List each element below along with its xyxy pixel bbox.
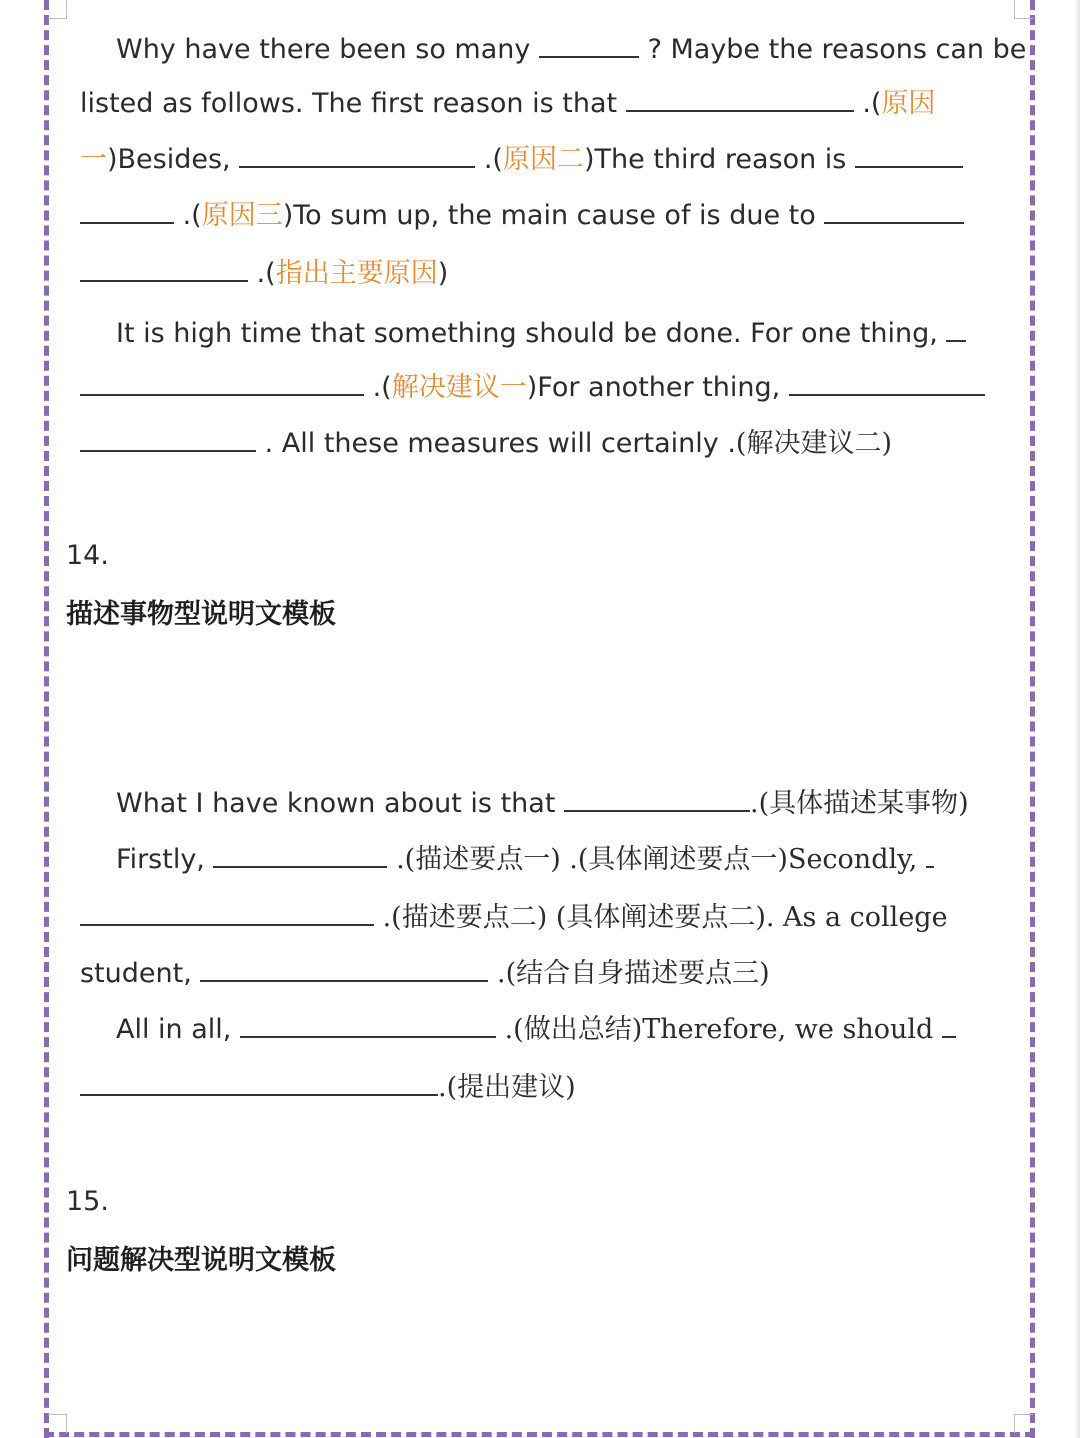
template-line xyxy=(116,784,969,822)
text-run: Why have there been so many xyxy=(116,34,531,65)
template-line xyxy=(116,840,934,878)
section-title: 问题解决型说明文模板 xyxy=(66,1245,336,1276)
section-title: 描述事物型说明文模板 xyxy=(66,599,336,630)
section-number: 14. xyxy=(66,540,109,571)
hint-text: 原因二 xyxy=(502,144,584,175)
text-run: Firstly, xyxy=(116,844,205,875)
text-run: . All these measures will certainly . xyxy=(264,428,736,459)
fill-blank xyxy=(946,314,966,342)
text-run: .( xyxy=(483,144,503,175)
template-line xyxy=(80,954,770,992)
text-run: )To sum up, the main cause of is due to xyxy=(282,200,816,231)
text-run: .( xyxy=(256,258,276,289)
fill-blank xyxy=(239,140,475,168)
section-number: 15. xyxy=(66,1186,109,1217)
text-run: All in all, xyxy=(116,1014,232,1045)
text-run: ? Maybe the reasons can be xyxy=(647,34,1027,65)
text-run: listed as follows. The first reason is that xyxy=(80,88,618,119)
text-run: )Besides, xyxy=(107,144,231,175)
text-run: .( xyxy=(182,200,202,231)
fill-blank xyxy=(240,1010,496,1038)
text-run: student, xyxy=(80,958,192,989)
fill-blank xyxy=(80,898,374,926)
text-run: .(描述要点一) .(具体阐述要点一)Secondly, xyxy=(396,844,918,875)
text-run: )For another thing, xyxy=(526,372,781,403)
template-line xyxy=(80,140,963,178)
text-run: .(描述要点二) (具体阐述要点二). As a college xyxy=(382,902,948,933)
hint-text: 原因三 xyxy=(201,200,283,231)
text-run: )The third reason is xyxy=(583,144,847,175)
fill-blank xyxy=(824,196,964,224)
template-line xyxy=(116,1010,956,1048)
text-run: What I have known about is that xyxy=(116,788,556,819)
fill-blank xyxy=(80,1068,438,1096)
corner-mark xyxy=(1014,0,1033,19)
template-line xyxy=(80,368,985,406)
hint-text: 解决建议一 xyxy=(391,372,527,403)
text-run: .( xyxy=(372,372,392,403)
fill-blank xyxy=(80,368,364,396)
template-line xyxy=(80,424,892,462)
hint-text: 一 xyxy=(80,144,107,175)
hint-text: 指出主要原因 xyxy=(275,258,438,289)
template-line xyxy=(80,898,948,936)
text-run: .(做出总结)Therefore, we should xyxy=(504,1014,934,1045)
fill-blank xyxy=(926,840,934,868)
fill-blank xyxy=(855,140,963,168)
page-frame-right xyxy=(1030,0,1035,1438)
text-run: .( xyxy=(862,88,882,119)
template-line xyxy=(80,84,935,122)
corner-mark xyxy=(48,0,67,19)
template-line xyxy=(80,1068,576,1106)
page-frame-bottom xyxy=(44,1432,1035,1437)
page-frame-left xyxy=(44,0,49,1438)
fill-blank xyxy=(564,784,750,812)
fill-blank xyxy=(80,424,256,452)
hint-text: (解决建议二) xyxy=(735,428,892,459)
fill-blank xyxy=(789,368,985,396)
page-edge-shadow xyxy=(1074,0,1080,1438)
hint-text: .(具体描述某事物) xyxy=(750,788,969,819)
fill-blank xyxy=(942,1010,956,1038)
template-line xyxy=(116,30,1026,68)
text-run: ) xyxy=(437,258,449,289)
corner-mark xyxy=(1014,1414,1033,1433)
template-line xyxy=(116,314,966,352)
fill-blank xyxy=(539,30,639,58)
fill-blank xyxy=(626,84,854,112)
template-line xyxy=(80,196,964,234)
hint-text: .(结合自身描述要点三) xyxy=(496,958,770,989)
text-run: It is high time that something should be done. For one thing, xyxy=(116,318,938,349)
fill-blank xyxy=(80,196,174,224)
hint-text: .(提出建议) xyxy=(438,1072,576,1103)
fill-blank xyxy=(80,254,248,282)
fill-blank xyxy=(200,954,488,982)
corner-mark xyxy=(48,1414,67,1433)
hint-text: 原因 xyxy=(881,88,936,119)
template-line xyxy=(80,254,448,292)
fill-blank xyxy=(213,840,387,868)
